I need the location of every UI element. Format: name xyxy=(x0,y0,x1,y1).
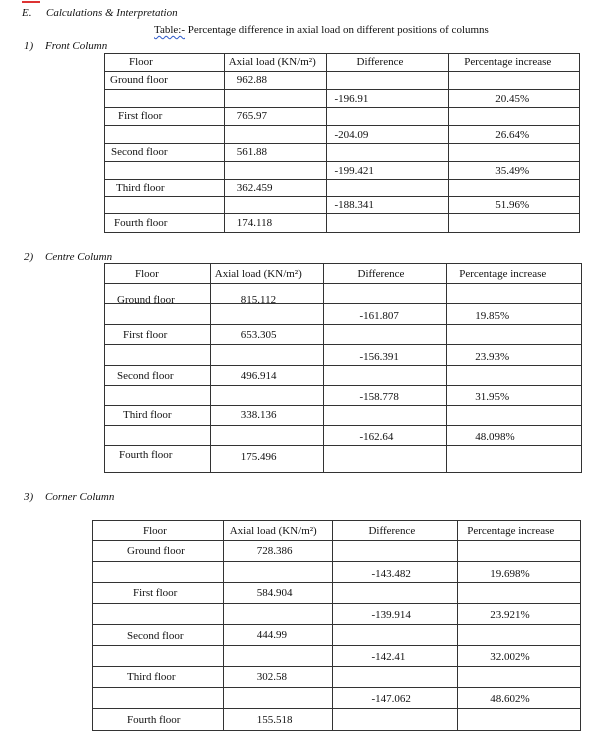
table-row xyxy=(93,541,581,562)
header-percentage: Percentage increase xyxy=(467,525,555,537)
load-cell: 496.914 xyxy=(240,370,277,382)
load-cell: 962.88 xyxy=(236,74,267,86)
corner-column-heading: Corner Column xyxy=(45,491,115,503)
difference-cell: -199.421 xyxy=(334,165,374,177)
floor-cell: Third floor xyxy=(116,182,165,194)
table-row xyxy=(93,688,581,709)
floor-cell: Fourth floor xyxy=(127,714,181,726)
load-cell: 302.58 xyxy=(256,671,287,683)
load-cell: 174.118 xyxy=(236,217,273,229)
difference-cell: -196.91 xyxy=(334,93,369,105)
percent-cell: 51.96% xyxy=(495,199,530,211)
load-cell: 175.496 xyxy=(240,451,277,463)
table-row xyxy=(105,108,580,126)
load-cell: 653.305 xyxy=(240,329,277,341)
difference-cell: -162.64 xyxy=(359,431,394,443)
header-percentage: Percentage increase xyxy=(459,268,547,280)
load-cell: 815.112 xyxy=(240,294,277,306)
load-cell: 338.136 xyxy=(240,409,277,421)
difference-cell: -204.09 xyxy=(334,129,369,141)
table-row xyxy=(105,304,582,325)
table-row xyxy=(105,264,582,284)
difference-cell: -158.778 xyxy=(359,391,399,403)
table-row xyxy=(105,54,580,72)
front-column-number: 1) xyxy=(24,40,34,52)
header-percentage: Percentage increase xyxy=(464,56,552,68)
table-row xyxy=(93,646,581,667)
difference-cell: -188.341 xyxy=(334,199,374,211)
table-row xyxy=(105,90,580,108)
header-difference: Difference xyxy=(368,525,416,537)
floor-cell: First floor xyxy=(133,587,178,599)
load-cell: 155.518 xyxy=(256,714,293,726)
table-row xyxy=(105,386,582,406)
centre-column-table xyxy=(104,263,582,473)
percent-cell: 20.45% xyxy=(495,93,530,105)
table-row xyxy=(93,562,581,583)
header-difference: Difference xyxy=(357,268,405,280)
table-row xyxy=(105,180,580,197)
centre-column-heading: Centre Column xyxy=(45,251,113,263)
table-row xyxy=(93,583,581,604)
table-row xyxy=(105,406,582,426)
header-axial-load: Axial load (KN/m²) xyxy=(214,268,302,280)
table-row xyxy=(93,625,581,646)
red-mark xyxy=(22,1,40,3)
header-axial-load: Axial load (KN/m²) xyxy=(228,56,316,68)
section-letter: E. xyxy=(22,7,32,19)
table-row xyxy=(93,667,581,688)
percent-cell: 26.64% xyxy=(495,129,530,141)
percent-cell: 23.921% xyxy=(490,609,530,621)
table-row xyxy=(105,126,580,144)
table-row xyxy=(105,325,582,345)
difference-cell: -156.391 xyxy=(359,351,399,363)
header-floor: Floor xyxy=(143,525,167,537)
corner-column-table xyxy=(92,520,581,731)
floor-cell: First floor xyxy=(118,110,163,122)
floor-cell: Second floor xyxy=(127,630,184,642)
floor-cell: Ground floor xyxy=(117,294,175,306)
table-row xyxy=(93,604,581,625)
front-column-heading: Front Column xyxy=(45,40,108,52)
table-row xyxy=(105,214,580,233)
difference-cell: -161.807 xyxy=(359,310,399,322)
percent-cell: 23.93% xyxy=(475,351,510,363)
load-cell: 728.386 xyxy=(256,545,293,557)
floor-cell: First floor xyxy=(123,329,168,341)
front-column-table xyxy=(104,53,580,233)
percent-cell: 32.002% xyxy=(490,651,530,663)
corner-column-number: 3) xyxy=(24,491,34,503)
load-cell: 561.88 xyxy=(236,146,267,158)
table-row xyxy=(93,521,581,541)
floor-cell: Second floor xyxy=(111,146,168,158)
table-row xyxy=(105,144,580,162)
percent-cell: 31.95% xyxy=(475,391,510,403)
table-row xyxy=(105,284,582,304)
percent-cell: 35.49% xyxy=(495,165,530,177)
floor-cell: Ground floor xyxy=(127,545,185,557)
header-floor: Floor xyxy=(135,268,159,280)
caption-prefix: Table:- xyxy=(154,24,185,36)
header-difference: Difference xyxy=(356,56,404,68)
floor-cell: Fourth floor xyxy=(114,217,168,229)
table-row xyxy=(105,72,580,90)
table-row xyxy=(105,366,582,386)
floor-cell: Third floor xyxy=(123,409,172,421)
difference-cell: -143.482 xyxy=(371,568,411,580)
difference-cell: -142.41 xyxy=(371,651,406,663)
floor-cell: Fourth floor xyxy=(119,449,173,461)
caption-text: Percentage difference in axial load on different positions of columns xyxy=(185,24,489,36)
centre-column-number: 2) xyxy=(24,251,34,263)
percent-cell: 48.602% xyxy=(490,693,530,705)
table-row xyxy=(105,162,580,180)
percent-cell: 48.098% xyxy=(475,431,515,443)
difference-cell: -147.062 xyxy=(371,693,411,705)
header-axial-load: Axial load (KN/m²) xyxy=(229,525,317,537)
header-floor: Floor xyxy=(129,56,153,68)
floor-cell: Second floor xyxy=(117,370,174,382)
table-row xyxy=(105,446,582,473)
percent-cell: 19.698% xyxy=(490,568,530,580)
floor-cell: Ground floor xyxy=(110,74,168,86)
percent-cell: 19.85% xyxy=(475,310,510,322)
table-row xyxy=(105,197,580,214)
table-caption xyxy=(154,24,489,36)
section-title: Calculations & Interpretation xyxy=(46,7,178,19)
table-row xyxy=(93,709,581,731)
load-cell: 444.99 xyxy=(256,629,287,641)
floor-cell: Third floor xyxy=(127,671,176,683)
table-row xyxy=(105,345,582,366)
load-cell: 584.904 xyxy=(256,587,293,599)
table-row xyxy=(105,426,582,446)
load-cell: 765.97 xyxy=(236,110,267,122)
difference-cell: -139.914 xyxy=(371,609,411,621)
load-cell: 362.459 xyxy=(236,182,273,194)
